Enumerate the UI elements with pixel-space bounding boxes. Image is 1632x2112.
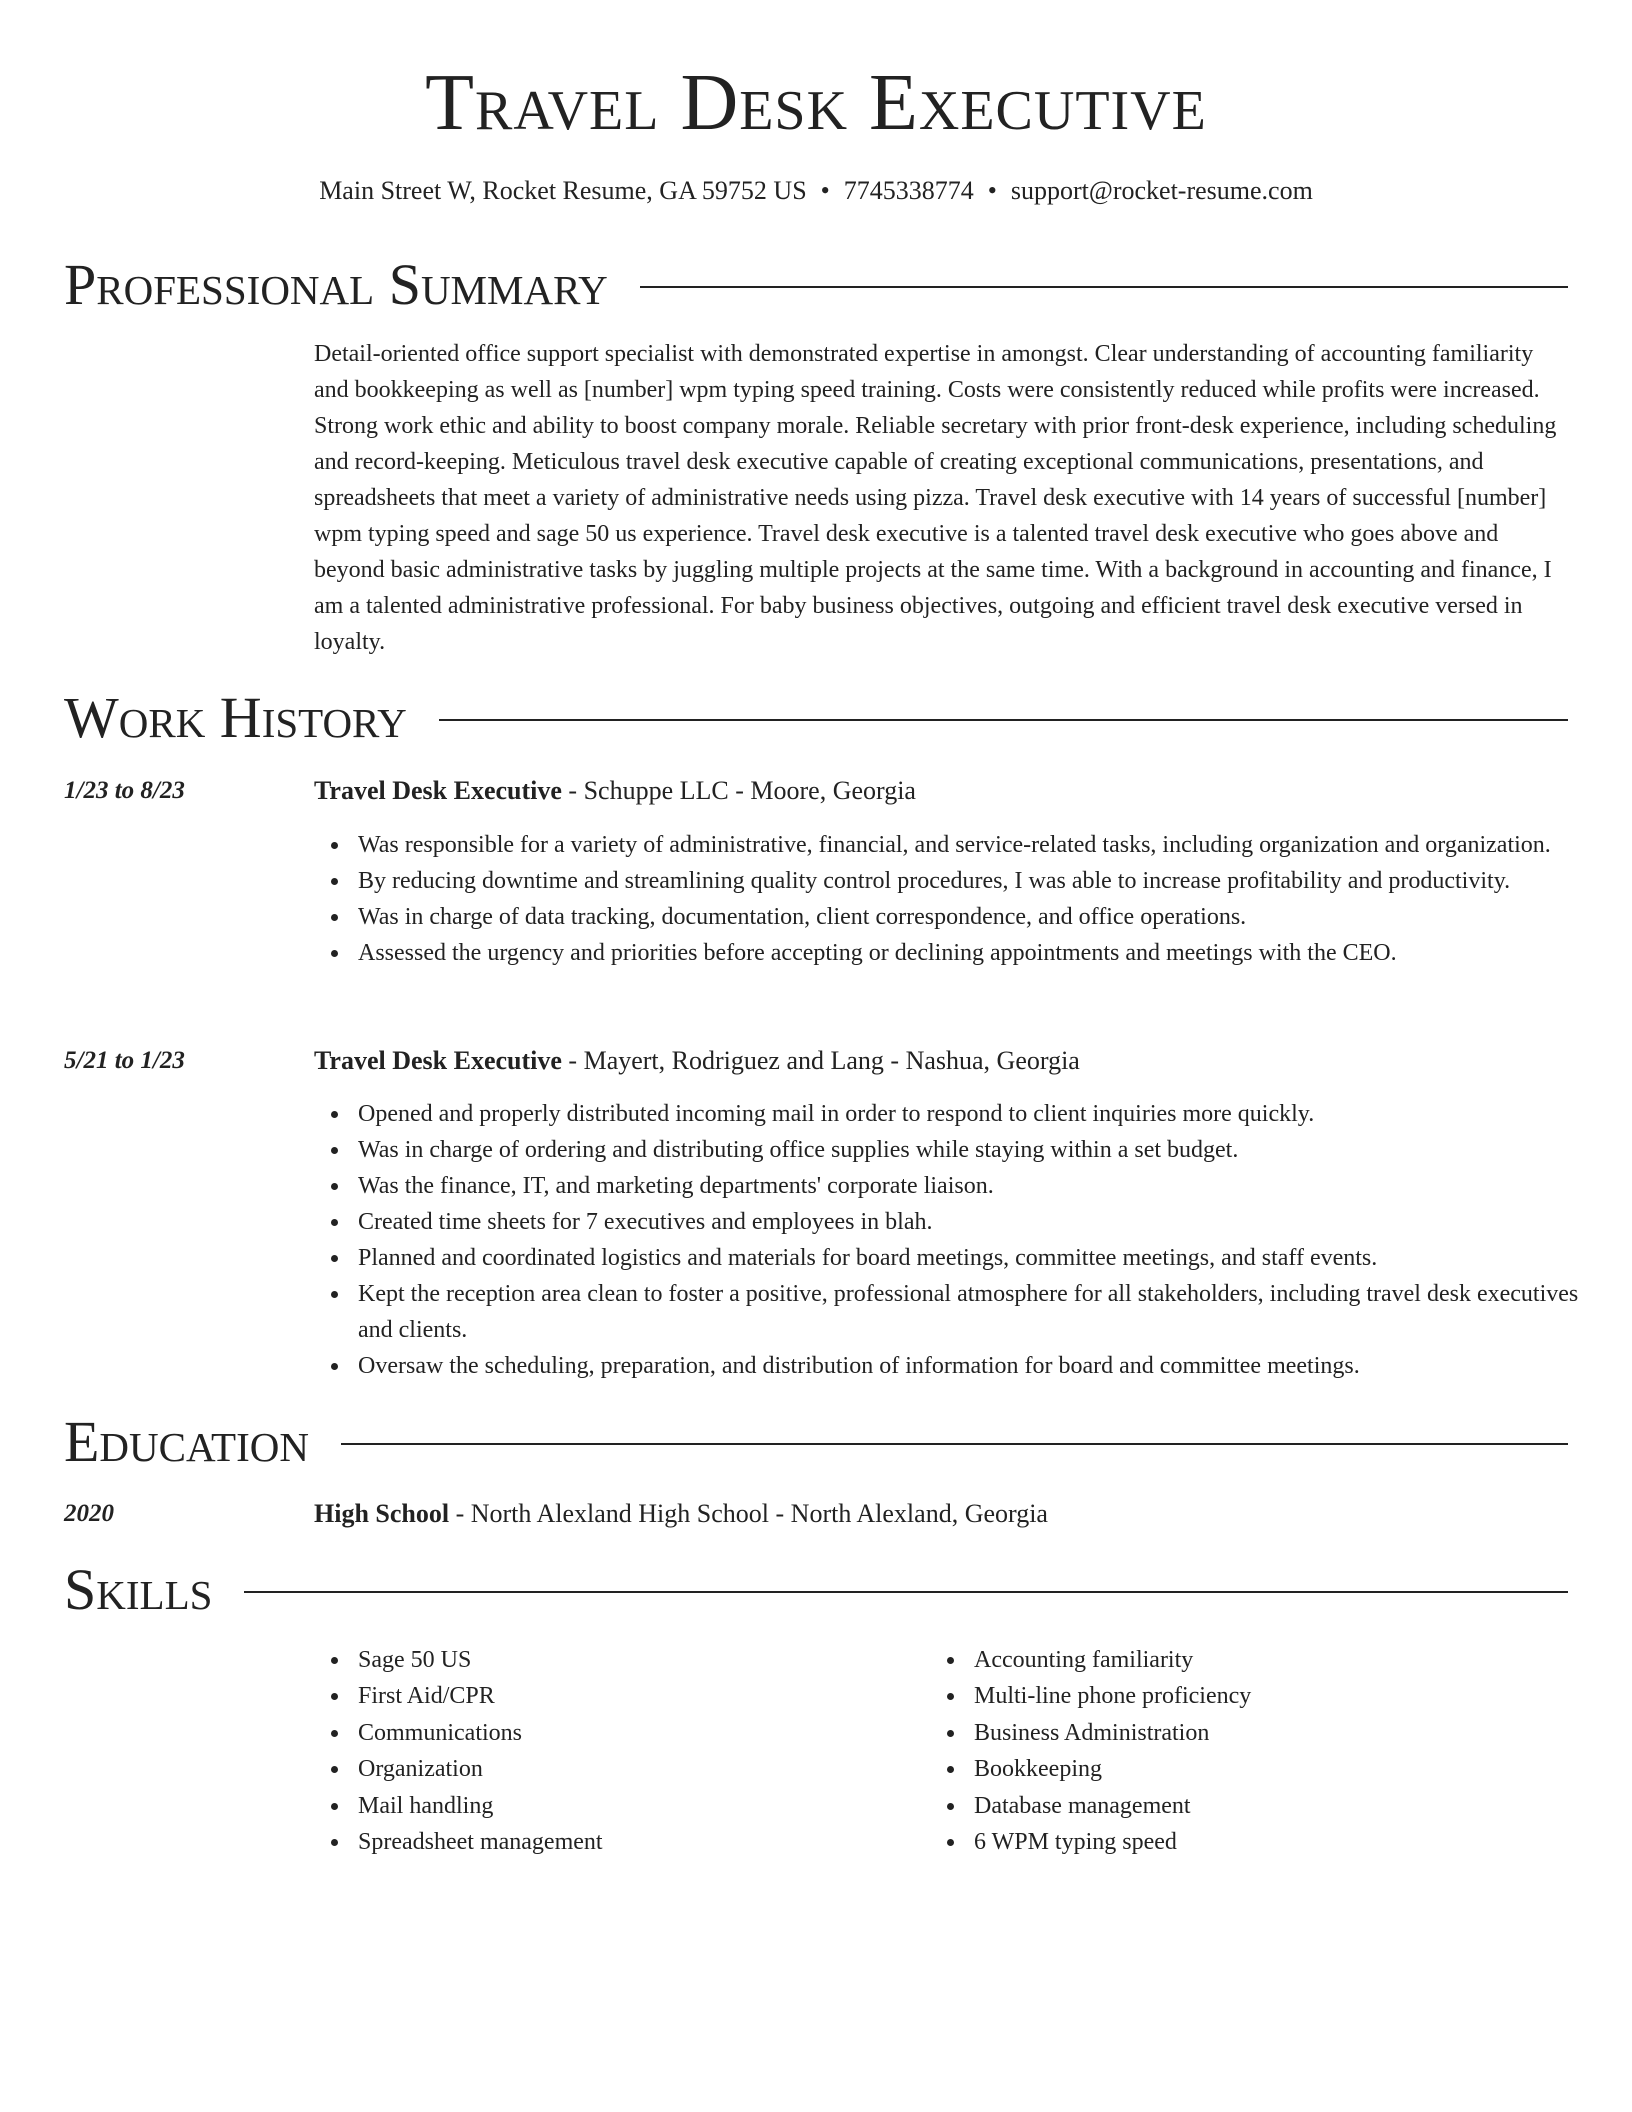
section-divider (439, 719, 1568, 721)
education-year: 2020 (64, 1500, 114, 1527)
section-divider (244, 1591, 1568, 1593)
summary-section-heading (64, 250, 1568, 320)
list-item: By reducing downtime and streamlining quality control procedures, I was able to increase profitability and productivity. (358, 863, 1612, 899)
skill-item: Communications (358, 1715, 928, 1751)
skill-item: First Aid/CPR (358, 1678, 928, 1714)
job-bullets (314, 1096, 1612, 1384)
list-item: Planned and coordinated logistics and materials for board meetings, committee meetings, and staff events. (358, 1240, 1612, 1276)
skill-item: 6 WPM typing speed (974, 1824, 1604, 1860)
skill-item: Organization (358, 1751, 928, 1787)
section-divider (341, 1443, 1568, 1445)
list-item: Was responsible for a variety of administrative, financial, and service-related tasks, including organization and organization. (358, 827, 1612, 863)
list-item: Oversaw the scheduling, preparation, and distribution of information for board and committee meetings. (358, 1348, 1612, 1384)
skill-item: Multi-line phone proficiency (974, 1678, 1604, 1714)
skill-item: Database management (974, 1788, 1604, 1824)
list-item: Was in charge of data tracking, documentation, client correspondence, and office operations. (358, 899, 1612, 935)
contact-phone: 7745338774 (843, 176, 974, 205)
skill-item: Bookkeeping (974, 1751, 1604, 1787)
job-title: Travel Desk Executive (314, 776, 562, 805)
section-title: Skills (64, 1557, 213, 1622)
contact-separator: • (987, 176, 997, 205)
job-heading (314, 773, 1568, 809)
contact-address: Main Street W, Rocket Resume, GA 59752 US (319, 176, 807, 205)
job-details: - Mayert, Rodriguez and Lang - Nashua, Georgia (561, 1046, 1080, 1075)
skill-item: Mail handling (358, 1788, 928, 1824)
job-dates: 5/21 to 1/23 (64, 1047, 185, 1074)
contact-email: support@rocket-resume.com (1010, 176, 1313, 205)
education-section-heading (64, 1407, 1568, 1477)
work-section-heading (64, 683, 1568, 753)
job-heading (314, 1043, 1568, 1079)
education-degree: High School (314, 1499, 450, 1528)
job-bullets (314, 827, 1612, 971)
candidate-name: Travel Desk Executive (425, 59, 1207, 147)
contact-line (0, 174, 1632, 208)
skill-item: Business Administration (974, 1715, 1604, 1751)
list-item: Kept the reception area clean to foster a positive, professional atmosphere for all stakeholders, including travel desk executives and clients. (358, 1276, 1612, 1348)
list-item: Was in charge of ordering and distributing office supplies while staying within a set budget. (358, 1132, 1612, 1168)
list-item: Created time sheets for 7 executives and employees in blah. (358, 1204, 1612, 1240)
job-details: - Schuppe LLC - Moore, Georgia (561, 776, 916, 805)
skill-item: Sage 50 US (358, 1642, 928, 1678)
list-item: Was the finance, IT, and marketing departments' corporate liaison. (358, 1168, 1612, 1204)
skills-list-left (314, 1642, 928, 1860)
list-item: Opened and properly distributed incoming mail in order to respond to client inquiries more quickly. (358, 1096, 1612, 1132)
section-title: Professional Summary (64, 252, 608, 317)
skill-item: Accounting familiarity (974, 1642, 1604, 1678)
section-divider (640, 286, 1568, 288)
contact-separator: • (820, 176, 830, 205)
summary-text: Detail-oriented office support specialist with demonstrated expertise in amongst. Clear understanding of accounting familiarity and bookkeeping as well as [number] wpm typing speed training. Costs were consistently reduced while profits were increased. Strong work ethic and ability to boost company morale. Reliable secretary with prior front-desk experience, including scheduling and record-keeping. Meticulous travel desk executive capable of creating exceptional communications, presentations, and spreadsheets that meet a variety of administrative needs using pizza. Travel desk executive with 14 years of successful [number] wpm typing speed and sage 50 us experience. Travel desk executive is a talented travel desk executive who goes above and beyond basic administrative tasks by juggling multiple projects at the same time. With a background in accounting and finance, I am a talented administrative professional. For baby business objectives, outgoing and efficient travel desk executive versed in loyalty. (314, 341, 1557, 655)
section-title: Education (64, 1409, 309, 1474)
education-heading (314, 1496, 1568, 1532)
list-item: Assessed the urgency and priorities before accepting or declining appointments and meetings with the CEO. (358, 935, 1612, 971)
job-dates: 1/23 to 8/23 (64, 777, 185, 804)
job-title: Travel Desk Executive (314, 1046, 562, 1075)
skill-item: Spreadsheet management (358, 1824, 928, 1860)
skills-list-right (930, 1642, 1604, 1860)
education-details: - North Alexland High School - North Alexland, Georgia (449, 1499, 1048, 1528)
skills-section-heading (64, 1555, 1568, 1625)
section-title: Work History (64, 685, 407, 750)
